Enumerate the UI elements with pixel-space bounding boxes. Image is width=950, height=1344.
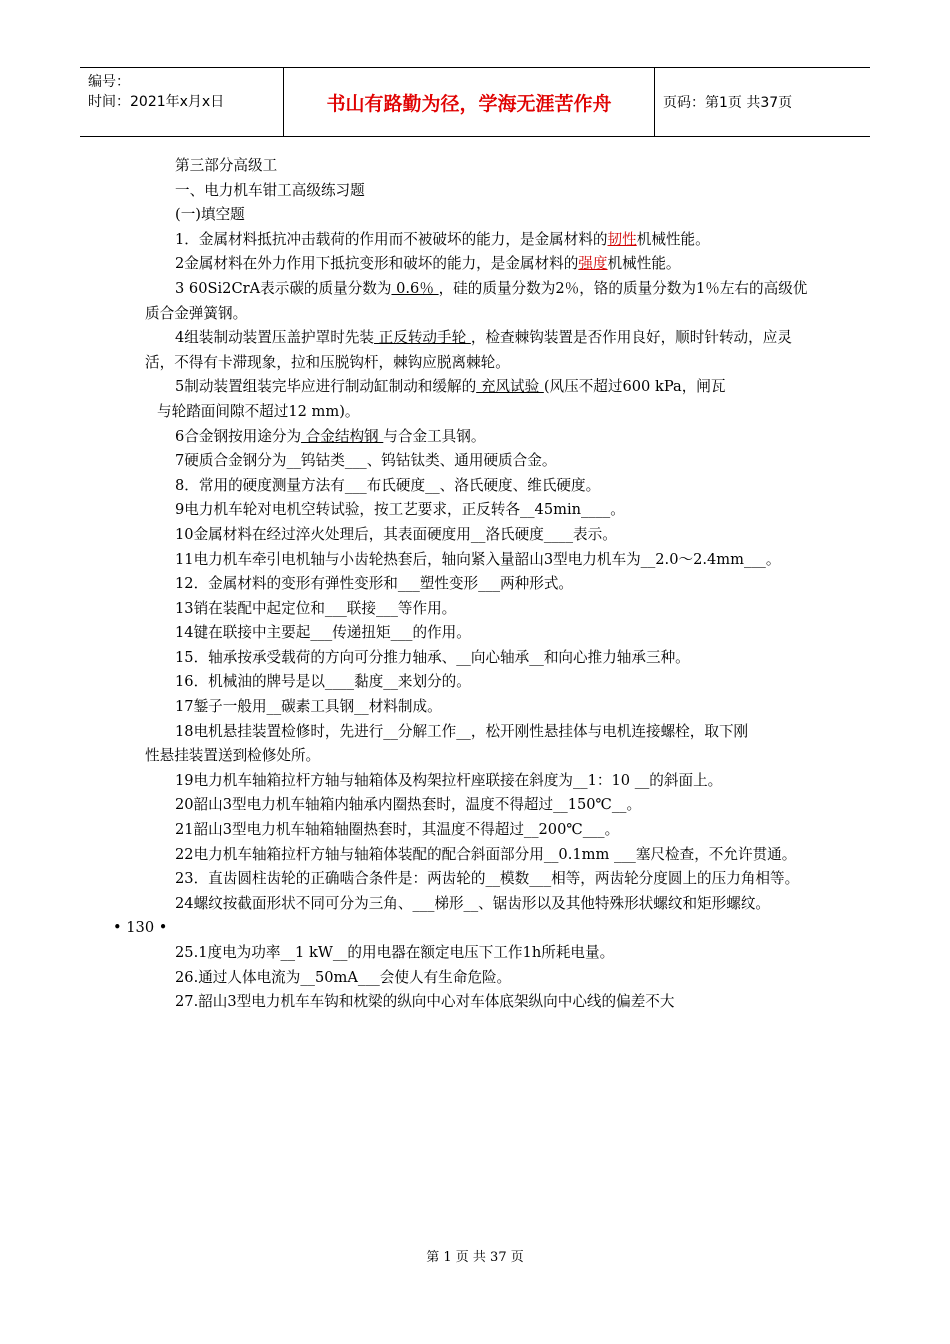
answer-6: 合金结构钢 (301, 427, 384, 445)
question-22: 22电力机车轴箱拉杆方轴与轴箱体装配的配合斜面部分用__0.1mm ___塞尺检查，不允许贯通。 (175, 845, 797, 863)
question-23: 23．直齿圆柱齿轮的正确啮合条件是：两齿轮的__模数___相等，两齿轮分度圆上的压力角相等。 (175, 870, 800, 888)
question-10: 10金属材料在经过淬火处理后，其表面硬度用__洛氏硬度____表示。 (175, 525, 617, 543)
question-12: 12．金属材料的变形有弹性变形和___塑性变形___两种形式。 (175, 575, 574, 593)
answer-2: 强度 (578, 255, 608, 273)
question-5: 5制动装置组装完毕应进行制动缸制动和缓解的 充风试验 (风压不超过600 kPa，闸瓦 (175, 378, 726, 396)
question-3: 3 60Si2CrA表示碳的质量分数为 0.6％ ，硅的质量分数为2％，铬的质量分数为1％左右的高级优质合金弹簧钢。 (145, 279, 808, 322)
printed-page-number: • 130 • (113, 919, 168, 937)
question-19: 19电力机车轴箱拉杆方轴与轴箱体及构架拉杆座联接在斜度为__1：10 __的斜面上。 (175, 771, 723, 789)
document-body (113, 154, 810, 1015)
question-21: 21韶山3型电力机车轴箱轴圈热套时，其温度不得超过__200℃___。 (175, 821, 620, 839)
question-24: 24螺纹按截面形状不同可分为三角、___梯形__、锯齿形以及其他特殊形状螺纹和矩形螺纹。 (175, 894, 771, 912)
question-6: 6合金钢按用途分为 合金结构钢 与合金工具钢。 (175, 427, 486, 445)
question-2: 2金属材料在外力作用下抵抗变形和破坏的能力，是金属材料的强度机械性能。 (175, 255, 681, 273)
answer-3: 0.6％ (391, 279, 439, 297)
question-18-cont: 性悬挂装置送到检修处所。 (145, 747, 321, 765)
question-15: 15．轴承按承受载荷的方向可分推力轴承、__向心轴承__和向心推力轴承三种。 (175, 648, 690, 666)
question-26: 26.通过人体电流为__50mA___会使人有生命危险。 (175, 968, 512, 986)
chapter-title: 一、电力机车钳工高级练习题 (175, 181, 365, 199)
answer-5: 充风试验 (476, 378, 544, 396)
question-8: 8．常用的硬度测量方法有___布氏硬度__、洛氏硬度、维氏硬度。 (175, 476, 601, 494)
number-label: 编号： (88, 74, 130, 90)
question-18: 18电机悬挂装置检修时，先进行__分解工作__，松开刚性悬挂体与电机连接螺栓，取下刚 (175, 722, 749, 740)
answer-4: 正反转动手轮 (374, 329, 471, 347)
question-20: 20韶山3型电力机车轴箱内轴承内圈热套时，温度不得超过__150℃__。 (175, 796, 642, 814)
question-5-cont: 与轮踏面间隙不超过12 mm)。 (157, 402, 360, 420)
question-17: 17錾子一般用__碳素工具钢__材料制成。 (175, 698, 442, 716)
section-heading: 第三部分高级工 (175, 157, 278, 174)
question-27: 27.韶山3型电力机车车钩和枕梁的纵向中心对车体底架纵向中心线的偏差不大 (175, 993, 675, 1011)
question-25: 25.1度电为功率__1 kW__的用电器在额定电压下工作1h所耗电量。 (175, 944, 615, 961)
question-11: 11电力机车牵引电机轴与小齿轮热套后，轴向紧入量韶山3型电力机车为__2.0～2.4mm___。 (175, 550, 781, 568)
page-header (80, 67, 870, 137)
header-meta (80, 68, 283, 136)
question-13: 13销在装配中起定位和___联接___等作用。 (175, 599, 457, 617)
question-7: 7硬质合金钢分为__钨钴类___、钨钴钛类、通用硬质合金。 (175, 452, 557, 470)
question-4: 4组装制动装置压盖护罩时先装 正反转动手轮 ，检查棘钩装置是否作用良好，顺时针转动，应灵活，不得有卡滞现象，拉和压脱钩杆，棘钩应脱离棘轮。 (145, 329, 792, 371)
question-9: 9电力机车轮对电机空转试验，按工艺要求，正反转各__45min____。 (175, 501, 625, 519)
question-14: 14键在联接中主要起___传递扭矩___的作用。 (175, 624, 471, 642)
question-16: 16．机械油的牌号是以____黏度__来划分的。 (175, 673, 471, 691)
page-footer: 第 1 页 共 37 页 (426, 1250, 524, 1265)
time-label: 时间：2021年x月x日 (88, 94, 225, 110)
answer-1: 韧性 (607, 230, 637, 248)
header-motto: 书山有路勤为径，学海无涯苦作舟 (283, 68, 655, 136)
header-page-info: 页码：第1页 共37页 (663, 95, 793, 111)
subsection-title: (一)填空题 (175, 206, 245, 224)
question-1: 1．金属材料抵抗冲击载荷的作用而不被破坏的能力，是金属材料的韧性机械性能。 (175, 230, 710, 248)
